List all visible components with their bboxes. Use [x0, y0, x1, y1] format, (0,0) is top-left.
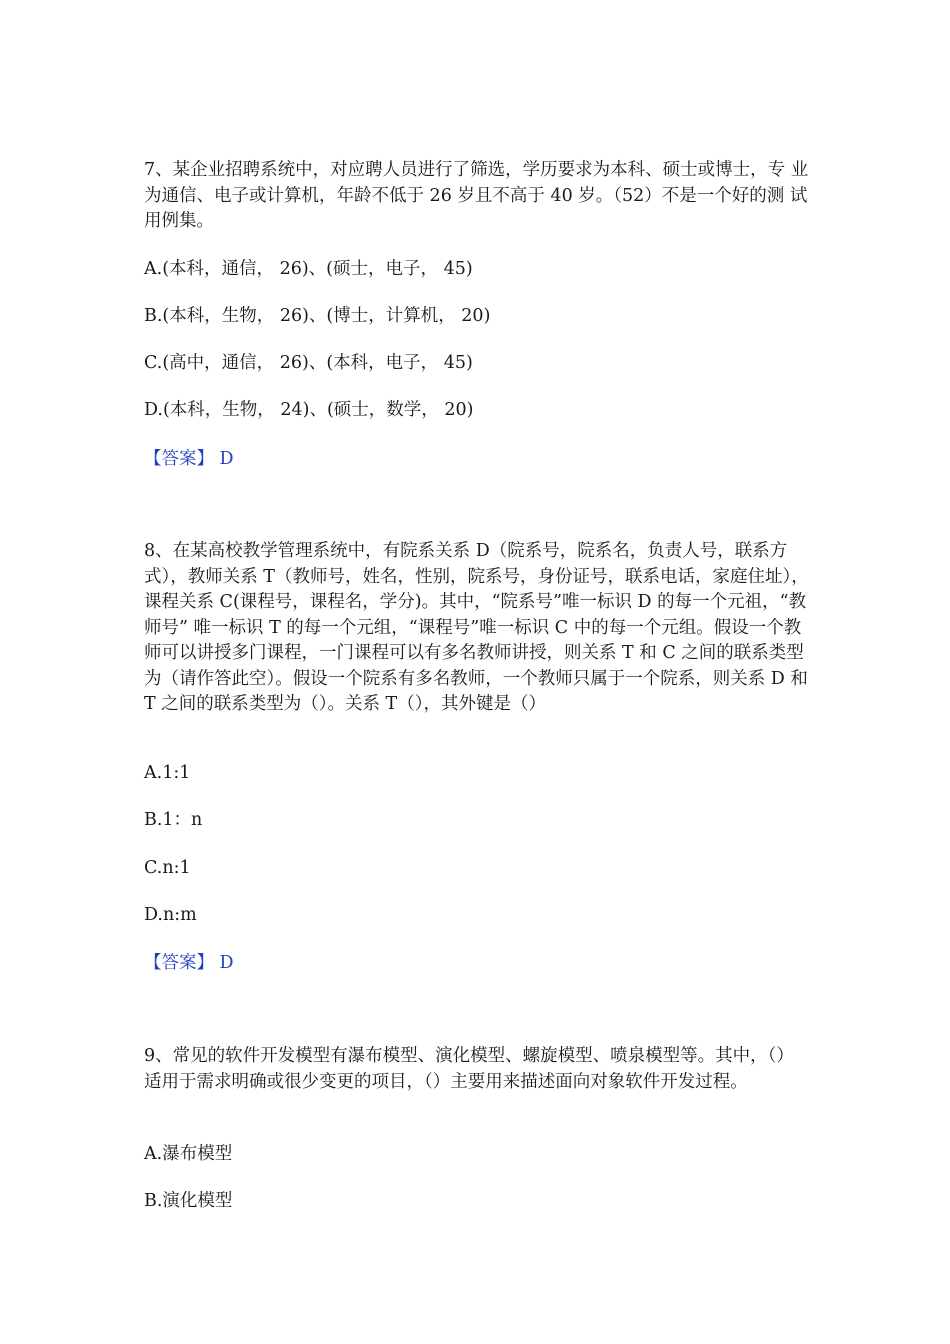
question-8-option-c: C.n:1 [144, 858, 191, 878]
question-8-stem: 8、在某高校教学管理系统中，有院系关系 D（院系号，院系名，负责人号，联系方式），教师关系 T（教师号，姓名，性别，院系号，身份证号，联系电话，家庭住址），课程关系 C(课程号，课程名，学分)。其中，“院系号”唯一标识 D 的每一个元祖，“教师号” 唯一标识 T 的每一个元组，“课程号”唯一标识 C 中的每一个元组。假设一个教师可以讲授多门课程，一门课程可以有多名教师讲授，则关系 T 和 C 之间的联系类型为（请作答此空）。假设一个院系有多名教师，一个教师只属于一个院系，则关系 D 和 T 之间的联系类型为（）。关系 T（），其外键是（） [144, 541, 809, 714]
question-7-option-b: B.(本科，生物， 26)、(博士，计算机， 20) [144, 306, 491, 326]
question-7-stem: 7、某企业招聘系统中，对应聘人员进行了筛选，学历要求为本科、硕士或博士，专 业为通信、电子或计算机，年龄不低于 26 岁且不高于 40 岁。（52）不是一个好的测 试用例集。 [144, 160, 809, 231]
question-7-option-c: C.(高中，通信， 26)、(本科，电子， 45) [144, 353, 473, 373]
question-8-option-d: D.n:m [144, 905, 197, 925]
question-9-option-b: B.演化模型 [144, 1191, 233, 1211]
question-8-option-a: A.1:1 [144, 763, 191, 783]
question-7-option-a: A.(本科，通信， 26)、(硕士，电子， 45) [144, 259, 473, 279]
question-7-answer: 【答案】 D [144, 449, 234, 469]
question-8-answer: 【答案】 D [144, 953, 234, 973]
question-9-stem: 9、常见的软件开发模型有瀑布模型、演化模型、螺旋模型、喷泉模型等。其中，（）适用于需求明确或很少变更的项目，（）主要用来描述面向对象软件开发过程。 [144, 1046, 794, 1092]
question-7-option-d: D.(本科，生物， 24)、(硕士，数学， 20) [144, 400, 474, 420]
question-9-option-a: A.瀑布模型 [144, 1144, 233, 1164]
question-8-option-b: B.1：n [144, 810, 203, 830]
